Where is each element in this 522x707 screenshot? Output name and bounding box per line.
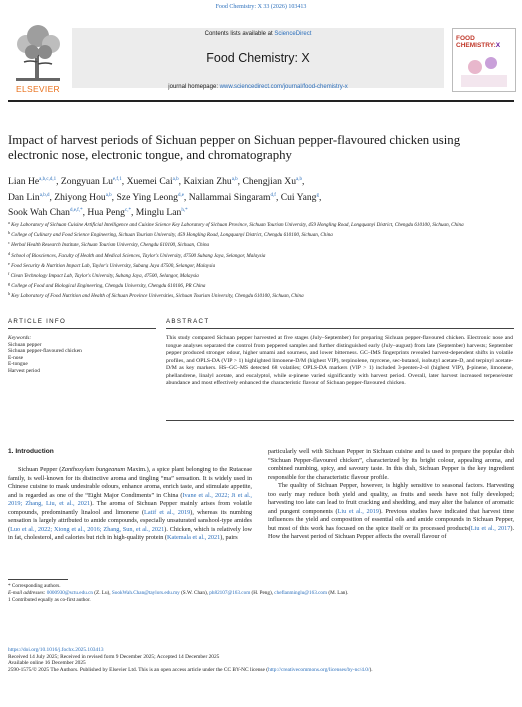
body-text: ). Previous studies have indicated that harvest time influences the yield and composition of essential oils and amide compounds in Sichuan Pepper, but most of this work has focused on the spice itself or its processed products( bbox=[268, 507, 514, 532]
affiliation-item bbox=[8, 260, 514, 270]
affiliation-text: Key Laboratory of Sichuan Cuisine Artificial Intelligence and Cuisine Science Key Laboratory of Sichuan Province, Sichuan Tourism University, 459 Hongling Road, Longquanyi District, Chengdu 610100, Sichuan, China bbox=[11, 222, 464, 228]
author-affiliation-marker[interactable]: a,b bbox=[172, 177, 179, 182]
body-text: ), whereas its numbing sensation is largely attributed to amide compounds, especially unsaturated sanshool-type amides ( bbox=[8, 508, 252, 533]
available-online: Available online 16 December 2025 bbox=[8, 660, 86, 667]
author-name[interactable]: Zongyuan Lu bbox=[60, 176, 113, 187]
license-text: ). bbox=[369, 666, 373, 673]
article-info-heading: ARTICLE INFO bbox=[8, 318, 67, 325]
license-link[interactable]: http://creativecommons.org/licenses/by-nc/4.0/ bbox=[268, 666, 370, 673]
author-name[interactable]: Cui Yang bbox=[280, 191, 317, 203]
keyword-item: E-tongue bbox=[8, 361, 28, 367]
abstract-divider bbox=[166, 328, 514, 329]
homepage-prefix: journal homepage: bbox=[168, 84, 220, 90]
keyword-item: Harvest period bbox=[8, 367, 40, 374]
affiliation-text: Herbal Health Research Institute, Sichuan Tourism University, Chengdu 610100, Sichuan, China bbox=[11, 242, 210, 249]
affiliation-item bbox=[8, 219, 514, 229]
doi-link[interactable]: https://doi.org/10.1016/j.fochx.2025.103413 bbox=[8, 647, 104, 653]
body-column-right bbox=[268, 448, 514, 542]
author-list bbox=[8, 173, 514, 220]
author-name[interactable]: Dan Lin bbox=[8, 191, 40, 203]
author-affiliation-marker[interactable]: a,b,c,d,1 bbox=[39, 177, 57, 182]
banner-header-box bbox=[72, 28, 444, 88]
body-text: Sichuan Pepper ( bbox=[18, 466, 62, 473]
email-owner: (H. Peng), bbox=[250, 590, 275, 597]
keyword-item: Sichuan pepper bbox=[8, 341, 42, 348]
affiliation-marker: h bbox=[8, 291, 10, 297]
citation-link[interactable]: Latif et al., 2019 bbox=[144, 508, 191, 516]
email-link[interactable]: 0000930@sctu.edu.cn bbox=[46, 590, 93, 597]
body-column-left bbox=[8, 466, 252, 543]
affiliation-text: School of Biosciences, Faculty of Health and Medical Sciences, Taylor's University, 47500 Subang Jaya, Selangor, Malaysia bbox=[11, 252, 266, 259]
affiliation-marker: g bbox=[8, 281, 10, 287]
author-affiliation-marker[interactable]: a,b bbox=[296, 177, 303, 182]
footnotes bbox=[8, 583, 514, 605]
affiliation-list bbox=[8, 219, 514, 301]
email-owner: (M. Lan). bbox=[327, 590, 349, 597]
author-line-2: Dan Lin$^{a,b,d}$, Zhiyong Hou$^{a,b}$, Sze Ying Leong$^{d,e}$, Nallammai Singaram$^{d,f}$, Cui Yang$^g$, bbox=[8, 191, 322, 203]
author-name[interactable]: Sook Wah Chan bbox=[8, 207, 70, 219]
abstract-text: This study compared Sichuan pepper harvested at five stages (July–September) for preparing Sichuan pepper-flavoured chicken. Electronic nose and tongue analyses separated the control from peppered samples and further distinguished early (July–august) from late (September) harvests; September pepper produced stronger odour, higher umami and sourness, and lower bitterness. GC–IMS fingerprints revealed harvest-dependent shifts in volatile profiles, and OPLS-DA (VIP > 1) highlighted limonene-D/M (highest VIP), terpinolene, myrcene, sec-butanol, isobutyl acetate-D, and terpinyl acetate-D/M as key markers. HS–GC–MS detected 68 volatiles; OPLS-DA markers (VIP > 1) included 3-penten-2-ol (highest VIP), β-pinene, limonene, phellandrene, linalyl acetate, and eucalyptol, while α-pinene varied significantly with harvest period. Overall, later harvest increased terpene/ester abundance and most effectively enhanced the characteristic flavour of Sichuan pepper-flavoured chicken. bbox=[166, 335, 513, 386]
license-text: 2590-1575/© 2025 The Authors. Published by Elsevier Ltd. This is an open access article under the CC BY-NC license ( bbox=[8, 666, 269, 673]
author-affiliation-marker[interactable]: h,* bbox=[181, 208, 188, 214]
keyword-item: Sichuan pepper-flavoured chicken bbox=[8, 348, 82, 354]
affiliation-marker: f bbox=[8, 271, 10, 277]
author-line-1: Lian He$^{a,b,c,d,1}$, Zongyuan Lu$^{e,f,1}$, Xuemei Cai$^{a,b}$, Kaixian Zhu$^{a,b}$, Chengjian Xu$^{a,b}$, bbox=[8, 176, 305, 187]
body-text: ). Chicken, which is relatively low in fat, cholesterol, and calories but rich in high-quality protein ( bbox=[8, 525, 253, 542]
email-owner: (S.W. Chan), bbox=[179, 590, 210, 597]
author-affiliation-marker[interactable]: e,f,1 bbox=[112, 177, 122, 182]
intro-paragraph-2 bbox=[268, 482, 514, 542]
homepage-line bbox=[72, 84, 444, 90]
publication-info bbox=[8, 647, 514, 673]
author-name[interactable]: Nallammai Singaram bbox=[188, 191, 271, 203]
journal-cover-thumbnail[interactable] bbox=[452, 28, 516, 92]
body-text: ). The aroma of Sichuan Pepper mainly arises from volatile compounds, predominantly linalool and limonene ( bbox=[8, 500, 253, 516]
abstract-bottom-divider bbox=[166, 420, 514, 421]
contents-line bbox=[72, 31, 444, 37]
cover-title-food: FOOD bbox=[456, 35, 475, 42]
citation-link[interactable]: Katemala et al., 2021 bbox=[166, 534, 221, 542]
introduction-heading: 1. Introduction bbox=[8, 448, 54, 455]
affiliation-marker: c bbox=[8, 240, 10, 246]
author-name[interactable]: Sze Ying Leong bbox=[116, 191, 178, 203]
species-name: Zanthoxylum bungeanum bbox=[61, 466, 126, 473]
author-name[interactable]: Xuemei Cai bbox=[126, 176, 173, 187]
affiliation-item bbox=[8, 239, 514, 249]
author-affiliation-marker[interactable]: g bbox=[316, 192, 319, 198]
affiliation-text: Key Laboratory of Food Nutrition and Health of Sichuan Province Universities, Sichuan Tourism University, Chengdu 610100, Sichuan, China bbox=[11, 293, 304, 300]
affiliation-marker: e bbox=[8, 260, 10, 266]
elsevier-tree-icon bbox=[8, 22, 68, 84]
abstract-heading: ABSTRACT bbox=[166, 318, 210, 325]
email-link[interactable]: SookWah.Chan@taylors.edu.my bbox=[111, 590, 180, 597]
author-affiliation-marker[interactable]: a,b,d bbox=[39, 192, 50, 198]
author-line-3: Sook Wah Chan$^{d,e,f,*}$, Hua Peng$^{c,*}$, Minglu Lan$^{h,*}$ bbox=[8, 207, 188, 219]
affiliation-item bbox=[8, 229, 514, 239]
intro-paragraph-1-cont: particularly well with Sichuan Pepper in Sichuan cuisine and is used to prepare the popular dish “Sichuan Pepper-flavoured chicken”, characterized by its bright colour, appealing aroma, and combined numbing, spicy, and savoury taste. In this dish, Sichuan Pepper is the key ingredient responsible for the characteristic flavour profile. bbox=[268, 448, 514, 481]
author-name[interactable]: Zhiyong Hou bbox=[54, 191, 106, 203]
intro-paragraph-1 bbox=[8, 466, 252, 543]
affiliation-item bbox=[8, 290, 514, 300]
author-affiliation-marker[interactable]: a,b bbox=[231, 177, 238, 182]
author-name[interactable]: Chengjian Xu bbox=[242, 176, 297, 187]
received-dates: Received 14 July 2025; Received in revised form 9 December 2025; Accepted 14 December 2025 bbox=[8, 653, 220, 660]
author-affiliation-marker[interactable]: a,b bbox=[105, 192, 112, 198]
author-affiliation-marker[interactable]: d,e,f,* bbox=[69, 208, 83, 214]
footnote-divider bbox=[8, 579, 68, 580]
body-text: The quality of Sichuan Pepper, however, is highly sensitive to seasonal factors. Harvesting too early may reduce both yield and quality, as fruits and seeds have not fully developed; harvesting too late can lead to fruit cracking and shedding, and may alter the balance of aromatic and pungent components ( bbox=[268, 482, 514, 515]
affiliation-item bbox=[8, 280, 514, 290]
corresponding-note: * Corresponding authors. bbox=[8, 583, 61, 589]
email-owner: (Z. Lu), bbox=[93, 590, 112, 597]
keywords-block bbox=[8, 335, 158, 374]
cover-title: FOOD CHEMISTRY:X bbox=[456, 35, 501, 49]
elsevier-logo bbox=[8, 22, 68, 96]
citation-link[interactable]: Liu et al., 2019 bbox=[337, 507, 379, 515]
article-title: Impact of harvest periods of Sichuan pepper on Sichuan pepper-flavoured chicken using electronic nose, electronic tongue, and chromatography bbox=[8, 133, 461, 162]
affiliation-item bbox=[8, 270, 514, 280]
journal-homepage-link[interactable]: www.sciencedirect.com/journal/food-chemistry-x bbox=[219, 84, 348, 90]
author-affiliation-marker[interactable]: d,e bbox=[177, 192, 184, 198]
affiliation-item bbox=[8, 250, 514, 260]
affiliation-text: College of Food and Biological Engineering, Chengdu University, Chengdu 610106, PR China bbox=[11, 283, 206, 290]
author-affiliation-marker[interactable]: c,* bbox=[124, 208, 131, 214]
license-line bbox=[8, 667, 514, 674]
body-text: ), pairs bbox=[220, 534, 238, 542]
article-info-divider bbox=[8, 328, 156, 329]
equal-contribution-note: 1 Contributed equally as co-first author. bbox=[8, 597, 91, 604]
cover-art-icon bbox=[461, 53, 507, 87]
sciencedirect-link[interactable]: ScienceDirect bbox=[274, 31, 312, 37]
affiliation-text: College of Culinary and Food Science Engineering, Sichuan Tourism University, 459 Hongling Road, Longquanyi District, Chengdu 610100, Sichuan, China bbox=[11, 232, 333, 239]
citation-link[interactable]: Luo et al., 2022; Xiong et al., 2016; Zhang, Sun, et al., 2021 bbox=[10, 525, 165, 533]
contents-prefix: Contents lists available at bbox=[204, 31, 275, 37]
journal-banner bbox=[8, 22, 514, 96]
banner-divider bbox=[8, 100, 514, 102]
affiliation-text: Clean Technology Impact Lab, Taylor's University, Subang Jaya, 47500, Selangor, Malaysia bbox=[10, 273, 199, 280]
affiliation-marker: b bbox=[8, 230, 10, 236]
journal-title: Food Chemistry: X bbox=[206, 51, 310, 65]
journal-reference[interactable]: Food Chemistry: X 33 (2026) 103413 bbox=[215, 4, 307, 10]
affiliation-marker: d bbox=[8, 250, 10, 256]
body-text: ). How the harvest period of Sichuan Pepper affects the overall flavour of bbox=[268, 524, 515, 541]
citation-link[interactable]: Ivane et al., 2022; Ji et al., 2019; Zhang, Liu, et al., 2021 bbox=[8, 491, 252, 508]
author-affiliation-marker[interactable]: d,f bbox=[270, 192, 276, 198]
author-name[interactable]: Lian He bbox=[8, 176, 40, 187]
author-name[interactable]: Kaixian Zhu bbox=[183, 176, 232, 187]
author-name[interactable]: Hua Peng bbox=[87, 207, 125, 219]
publisher-name: ELSEVIER bbox=[16, 84, 60, 94]
author-name[interactable]: Minglu Lan bbox=[135, 207, 182, 219]
email-link[interactable]: cheflanminglu@163.com bbox=[274, 590, 328, 597]
body-text: Maxim.), a spice plant belonging to the Rutaceae family, is well-known for its distinctive aroma and tingling “ma” sensation. It is widely used in Chinese cuisine to mask undesirable odours, enhance aroma, enrich taste, and stimulate appetite, and is regarded as one of the “Eight Major Condiments” in China ( bbox=[8, 466, 252, 499]
cover-title-x: X bbox=[495, 42, 501, 49]
affiliation-marker: a bbox=[8, 220, 10, 225]
email-label: E-mail addresses: bbox=[8, 590, 46, 597]
citation-link[interactable]: Liu et al., 2017 bbox=[470, 524, 511, 532]
keyword-item: E-nose bbox=[8, 354, 23, 361]
cover-title-chemistry: CHEMISTRY bbox=[456, 42, 494, 49]
affiliation-text: Food Security & Nutrition Impact Lab, Taylor's University, Subang Jaya 47500, Selangor, Malaysia bbox=[11, 262, 216, 269]
email-link[interactable]: ph82107@163.com bbox=[209, 590, 251, 597]
keywords-label: Keywords: bbox=[8, 335, 32, 341]
